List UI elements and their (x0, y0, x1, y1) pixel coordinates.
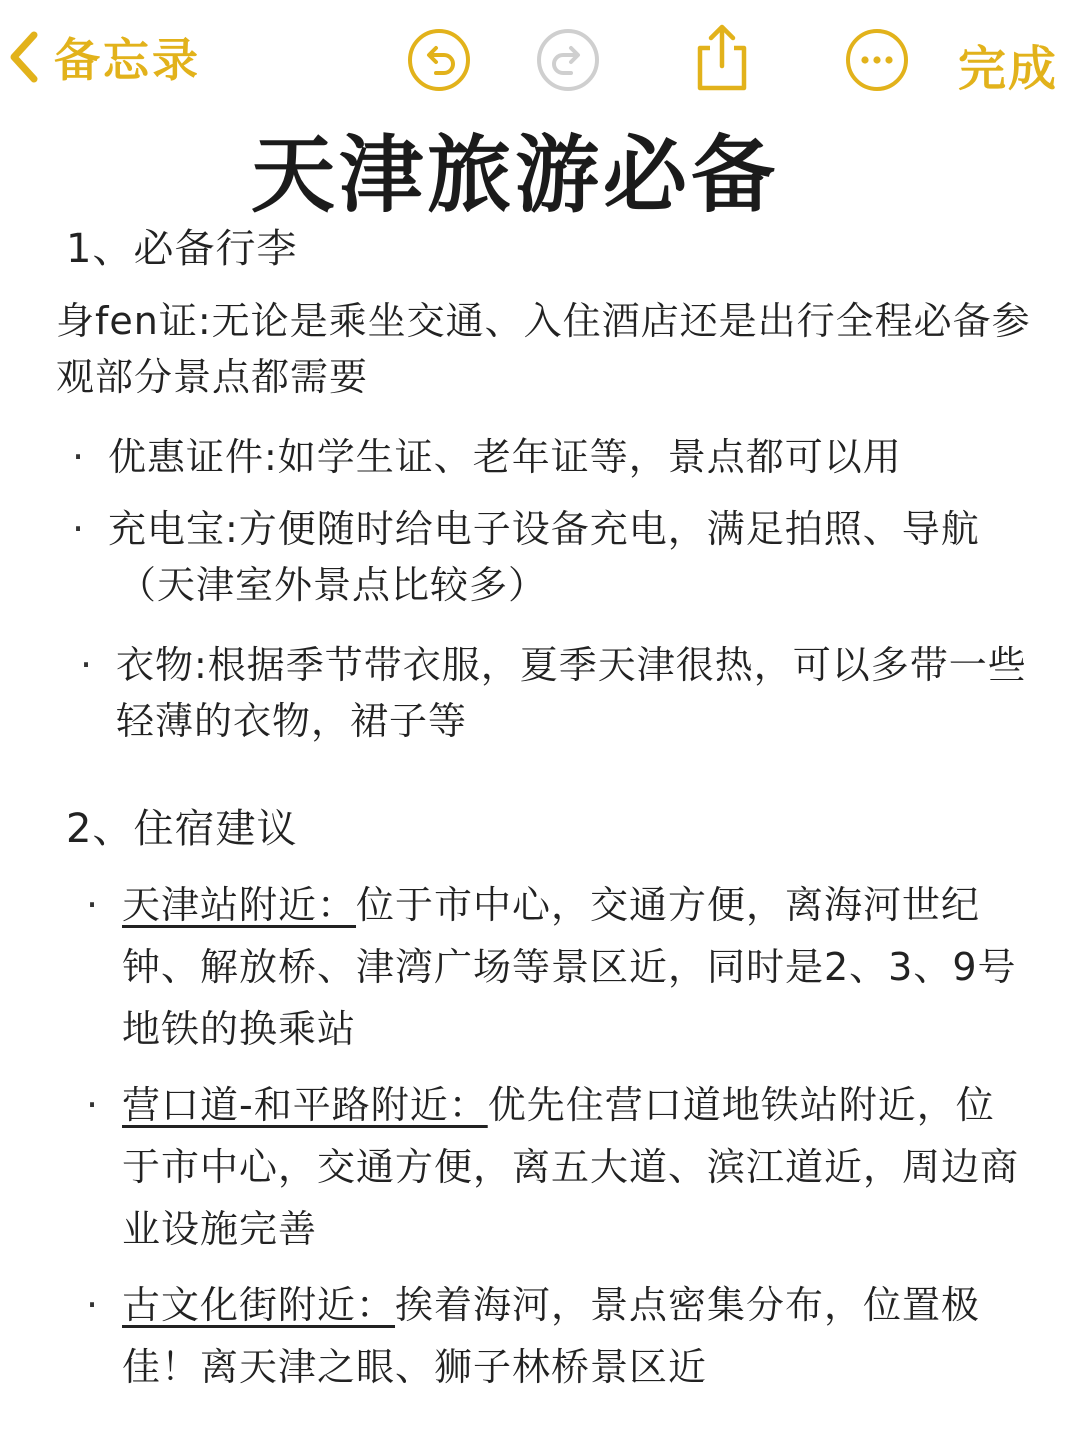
underlined-label: 天津站附近： (122, 883, 357, 927)
bullet-line: 衣物:根据季节带衣服，夏季天津很热，可以多带一些 (116, 643, 1027, 687)
bullet-line: 优惠证件:如学生证、老年证等，景点都可以用 (108, 435, 902, 479)
bullet-dot: · (72, 507, 85, 551)
share-icon[interactable] (692, 22, 752, 94)
chevron-left-icon (4, 27, 44, 87)
back-button[interactable] (4, 22, 201, 92)
done-button[interactable]: 完成 (957, 41, 1058, 97)
notes-toolbar (0, 0, 1080, 118)
intro-line: 观部分景点都需要 (56, 355, 369, 399)
bullet-line: 充电宝:方便随时给电子设备充电，满足拍照、导航 (108, 507, 980, 551)
bullet-text: 位于市中心，交通方便，离海河世纪 (356, 883, 981, 927)
bullet-dot: · (80, 643, 93, 687)
bullet-line: （天津室外景点比较多） (118, 563, 548, 607)
bullet-line (122, 874, 980, 936)
bullet-dot: · (72, 435, 85, 479)
underlined-label: 营口道-和平路附近： (122, 1083, 488, 1127)
bullet-dot: · (86, 883, 99, 927)
bullet-line (122, 1074, 995, 1136)
section-heading: 2、住宿建议 (66, 806, 298, 852)
undo-icon[interactable] (406, 27, 472, 93)
bullet-line: 钟、解放桥、津湾广场等景区近，同时是2、3、9号 (122, 945, 1017, 989)
bullet-line: 业设施完善 (122, 1207, 318, 1251)
back-label: 备忘录 (54, 33, 201, 87)
underlined-label: 古文化街附近： (122, 1283, 396, 1327)
intro-line: 身fen证:无论是乘坐交通、入住酒店还是出行全程必备参 (56, 299, 1031, 343)
more-icon[interactable] (844, 27, 910, 93)
note-title: 天津旅游必备 (250, 126, 779, 224)
bullet-text: 优先住营口道地铁站附近，位 (487, 1083, 995, 1127)
bullet-line: 于市中心，交通方便，离五大道、滨江道近，周边商 (122, 1145, 1020, 1189)
redo-icon[interactable] (535, 27, 601, 93)
bullet-line (122, 1274, 980, 1336)
bullet-line: 轻薄的衣物，裙子等 (116, 699, 468, 743)
bullet-dot: · (86, 1083, 99, 1127)
bullet-dot: · (86, 1283, 99, 1327)
section-heading: 1、必备行李 (66, 226, 298, 272)
bullet-line: 佳！离天津之眼、狮子林桥景区近 (122, 1345, 708, 1389)
bullet-line: 地铁的换乘站 (122, 1007, 357, 1051)
bullet-text: 挨着海河，景点密集分布，位置极 (395, 1283, 981, 1327)
